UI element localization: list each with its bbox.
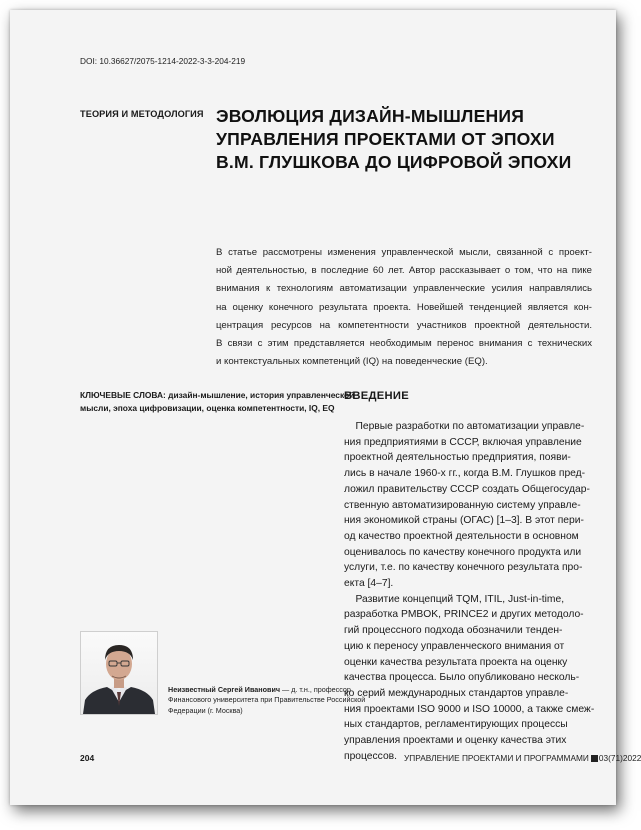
intro-body bbox=[344, 419, 598, 764]
body-line: ния предприятиями в СССР, включая управление bbox=[344, 436, 582, 448]
author-portrait-icon bbox=[81, 632, 157, 714]
keywords bbox=[80, 389, 355, 414]
abstract-line: ной деятельностью, в последние 60 лет. Автор рассказывает о том, что на пике bbox=[216, 265, 592, 277]
author-affiliation: Финансового университета при Правительстве Российской bbox=[168, 695, 366, 705]
article-title bbox=[216, 105, 596, 174]
body-line: оценки качества результата проекта на оценку bbox=[344, 656, 568, 668]
body-line: цию к переносу управленческого внимания от bbox=[344, 640, 565, 652]
doi: DOI: 10.36627/2075-1214-2022-3-3-204-219 bbox=[80, 56, 246, 66]
body-line: лись в начале 1960-х гг., когда В.М. Глушков пред- bbox=[344, 468, 586, 480]
journal-issue: 03(71)2022 bbox=[598, 753, 641, 763]
body-line: ния экономикой страны (ОГАС) [1–3]. В этот пери- bbox=[344, 515, 584, 527]
journal-footer bbox=[404, 753, 641, 763]
author-photo bbox=[80, 631, 158, 715]
author-info bbox=[168, 685, 366, 716]
body-line: качества процесса. Было опубликовано несколь- bbox=[344, 672, 580, 684]
author-affiliation: Федерации (г. Москва) bbox=[168, 705, 243, 715]
abstract-line: В статье рассмотрены изменения управленческой мысли, связанной с проект- bbox=[216, 247, 592, 258]
journal-page bbox=[10, 10, 641, 805]
body-line: ложил правительству СССР создать Общегосудар- bbox=[344, 483, 590, 495]
body-line: разработка PMBOK, PRINCE2 и других методоло- bbox=[344, 609, 584, 621]
intro-heading: ВВЕДЕНИЕ bbox=[344, 390, 410, 402]
title-line: ЭВОЛЮЦИЯ ДИЗАЙН-МЫШЛЕНИЯ bbox=[216, 106, 525, 126]
body-line: екта [4–7]. bbox=[344, 578, 394, 590]
body-line: услуги, т.е. по качеству конечного результата про- bbox=[344, 562, 583, 574]
abstract-line: внимания к технологиям автоматизации управленческие усилия направлялись bbox=[216, 283, 592, 295]
body-line: процессов. bbox=[344, 750, 398, 762]
body-line: гий процессного подхода обозначили тенден- bbox=[344, 625, 563, 637]
body-line: ных стандартов, регламентирующих процессы bbox=[344, 719, 568, 731]
body-line: ственную автоматизированную систему управле- bbox=[344, 499, 581, 511]
body-line: оценивалось по качеству конечного продукта или bbox=[344, 546, 582, 558]
section-label: ТЕОРИЯ И МЕТОДОЛОГИЯ bbox=[80, 109, 204, 119]
body-line: Первые разработки по автоматизации управле- bbox=[344, 421, 585, 432]
abstract-line: на оценку конечного результата проекта. Новейшей тенденцией является кон- bbox=[216, 301, 592, 313]
body-line: ко серий международных стандартов управле- bbox=[344, 687, 569, 699]
author-name: Неизвестный Сергей Иванович bbox=[168, 685, 281, 694]
abstract-line: и контекстуальных компетенций (IQ) на поведенческие (EQ). bbox=[216, 356, 488, 368]
body-line: од качество проектной деятельности в основном bbox=[344, 530, 579, 542]
abstract bbox=[216, 244, 592, 371]
page-number: 204 bbox=[80, 753, 95, 763]
body-line: Развитие концепций TQM, ITIL, Just-in-time, bbox=[344, 593, 565, 605]
author-title: — д. т.н., профессор bbox=[280, 685, 351, 694]
abstract-line: В связи с этим представляется необходимым перенос внимания с технических bbox=[216, 338, 592, 350]
keywords-line: КЛЮЧЕВЫЕ СЛОВА: дизайн-мышление, история управленческой bbox=[80, 390, 355, 400]
abstract-line: центрация ресурсов на компетентности участников проектной деятельности. bbox=[216, 319, 592, 331]
journal-name: УПРАВЛЕНИЕ ПРОЕКТАМИ И ПРОГРАММАМИ bbox=[404, 753, 589, 763]
title-line: УПРАВЛЕНИЯ ПРОЕКТАМИ ОТ ЭПОХИ bbox=[216, 129, 555, 149]
body-line: управления проектами и оценку качества этих bbox=[344, 735, 567, 747]
keywords-line: мысли, эпоха цифровизации, оценка компетентности, IQ, EQ bbox=[80, 402, 335, 413]
body-line: ния проектами ISO 9000 и ISO 10000, а также смеж- bbox=[344, 703, 595, 715]
body-line: проектной деятельностью предприятия, появи- bbox=[344, 452, 571, 464]
title-line: В.М. ГЛУШКОВА ДО ЦИФРОВОЙ ЭПОХИ bbox=[216, 152, 572, 172]
square-bullet-icon bbox=[591, 755, 598, 762]
